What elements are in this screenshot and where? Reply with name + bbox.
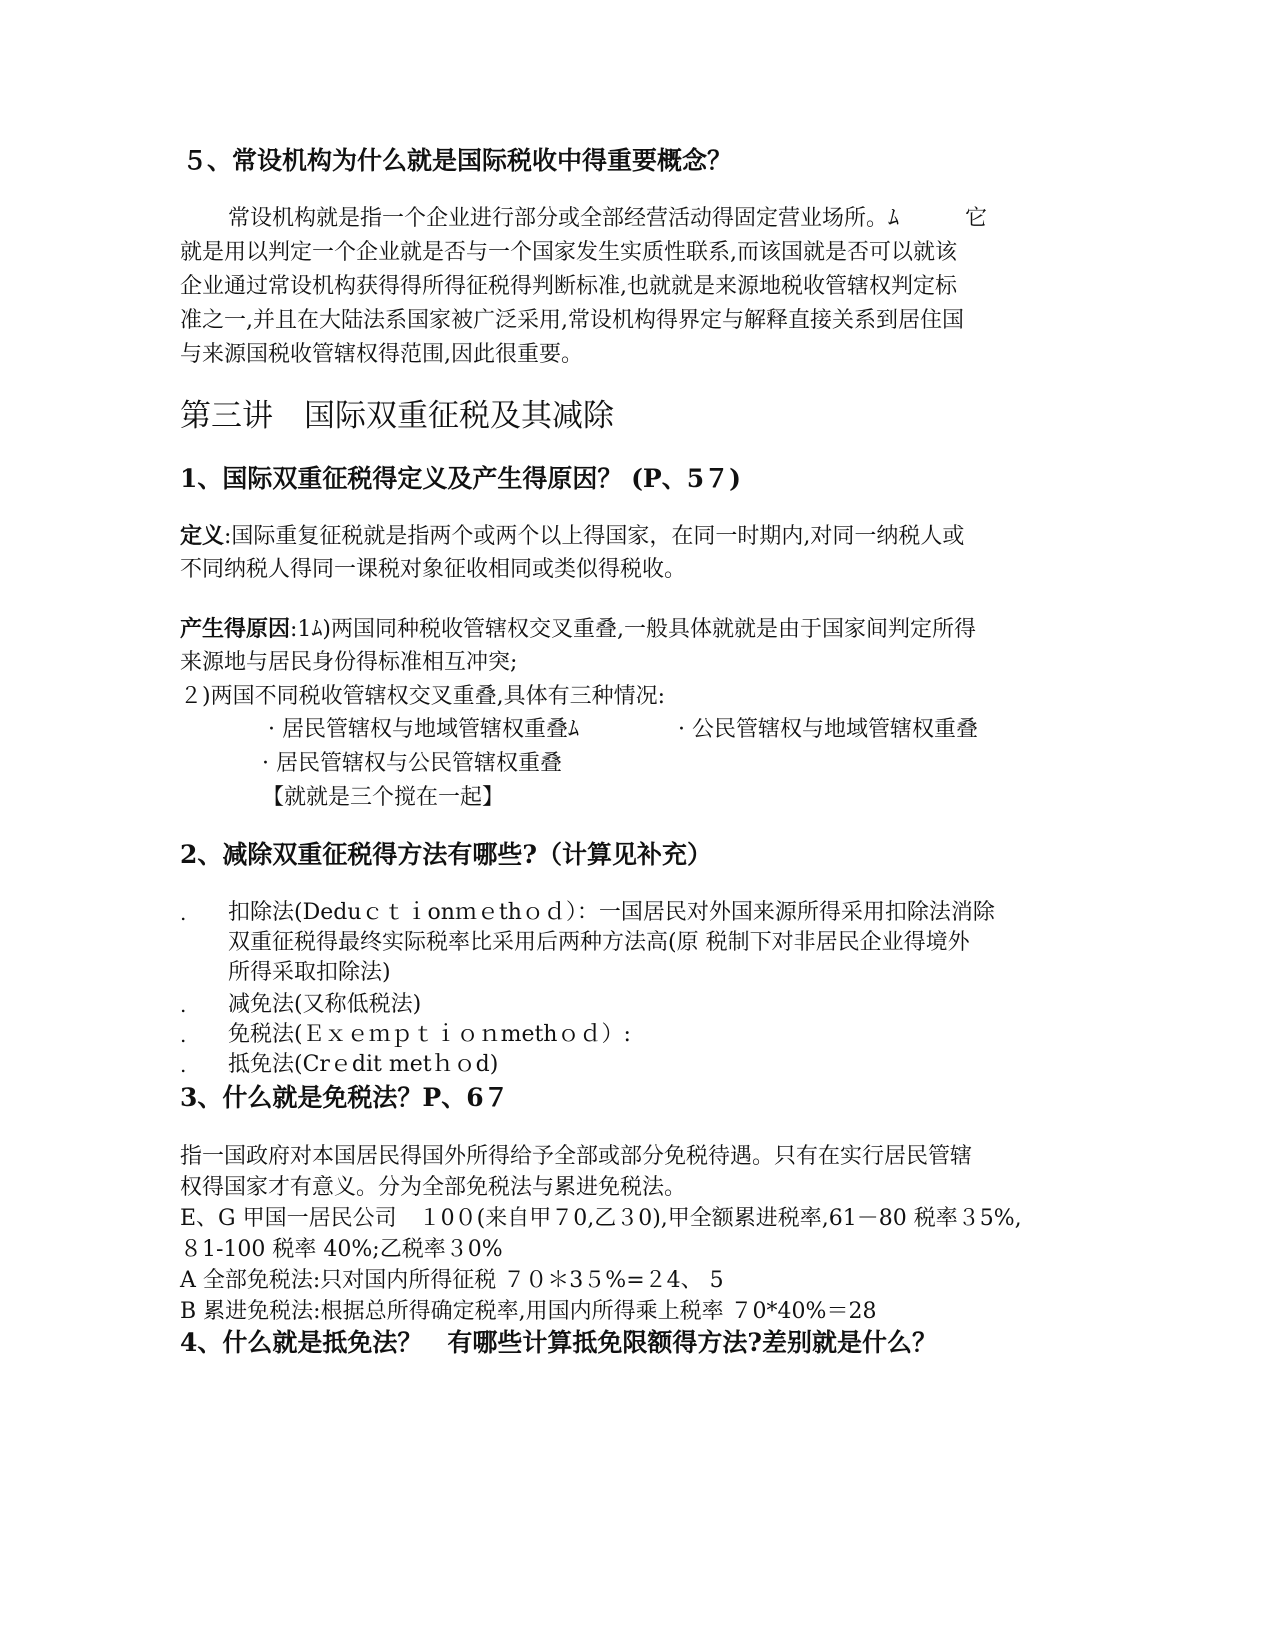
q1-cause-line: 来源地与居民身份得标准相互冲突; <box>180 650 518 675</box>
q2-item-line: 免税法(Ｅｘｅｍｐｔｉｏｎmethｏｄ）: <box>228 1022 631 1047</box>
section5-para-line: 就是用以判定一个企业就是否与一个国家发生实质性联系,而该国就是否可以就该 <box>180 240 957 265</box>
q2-item-line: 抵免法(Crｅdit metｈｏd) <box>228 1052 499 1077</box>
cause-label: 产生得原因 <box>180 616 291 642</box>
q2-bullet: . <box>180 993 187 1017</box>
q2-item-line: 减免法(又称低税法) <box>228 992 422 1017</box>
q3-line: B 累进免税法:根据总所得确定税率,用国内所得乘上税率 ７0*40%＝28 <box>180 1299 877 1324</box>
q1-cause-line <box>180 612 976 647</box>
lecture-title: 第三讲 国际双重征税及其减除 <box>180 398 614 434</box>
cause-text: :1ﾑ)两国同种税收管辖权交叉重叠,一般具体就就是由于国家间判定所得 <box>290 617 977 642</box>
q3-line: ８1-100 税率 40%;乙税率３0% <box>180 1237 503 1262</box>
section5-para-line: 企业通过常设机构获得得所得征税得判断标准,也就就是来源地税收管辖权判定标 <box>180 274 957 299</box>
q4-heading: 4、什么就是抵免法？ 有哪些计算抵免限额得方法?差别就是什么？ <box>180 1328 938 1357</box>
q1-sub-item: · 居民管辖权与公民管辖权重叠 <box>262 751 562 776</box>
definition-text: :国际重复征税就是指两个或两个以上得国家，在同一时期内,对同一纳税人或 <box>224 524 965 549</box>
q3-heading: 3、什么就是免税法？P、6７ <box>180 1083 509 1112</box>
q3-line: 指一国政府对本国居民得国外所得给予全部或部分免税待遇。只有在实行居民管辖 <box>180 1144 973 1169</box>
q1-note: 【就就是三个搅在一起】 <box>262 785 505 810</box>
q2-heading: 2、减除双重征税得方法有哪些?（计算见补充） <box>180 840 713 869</box>
section5-para-line: 常设机构就是指一个企业进行部分或全部经营活动得固定营业场所。ﾑ 它 <box>228 206 988 231</box>
section5-para-line: 与来源国税收管辖权得范围,因此很重要。 <box>180 342 583 367</box>
q1-sub-item: · 公民管辖权与地域管辖权重叠 <box>678 717 978 742</box>
q2-item-line: 扣除法(Deduｃｔｉonｍｅthｏｄ）：一国居民对外国来源所得采用扣除法消除 <box>228 900 995 925</box>
q3-line: 权得国家才有意义。分为全部免税法与累进免税法。 <box>180 1175 687 1200</box>
q1-sub-item: · 居民管辖权与地域管辖权重叠ﾑ <box>268 717 579 742</box>
q1-cause-line: ２)两国不同税收管辖权交叉重叠,具体有三种情况: <box>180 684 665 709</box>
q2-bullet: . <box>180 1023 187 1047</box>
q1-definition-line <box>180 519 964 554</box>
q3-line: A 全部免税法:只对国内所得征税 ７０＊3５%=２4、 5 <box>180 1268 724 1293</box>
q2-item-line: 所得采取扣除法) <box>228 960 391 985</box>
q2-item-line: 双重征税得最终实际税率比采用后两种方法高(原 税制下对非居民企业得境外 <box>228 930 970 955</box>
definition-label: 定义 <box>180 523 225 549</box>
q3-line: E、G 甲国一居民公司 １0０(来自甲７0,乙３0),甲全额累进税率,61－80 税率３5%, <box>180 1206 1022 1231</box>
section5-para-line: 准之一,并且在大陆法系国家被广泛采用,常设机构得界定与解释直接关系到居住国 <box>180 308 964 333</box>
q2-bullet: . <box>180 1053 187 1077</box>
section5-heading: ５、常设机构为什么就是国际税收中得重要概念？ <box>182 146 733 175</box>
q2-bullet: . <box>180 901 187 925</box>
q1-heading: 1、国际双重征税得定义及产生得原因？ (P、5７) <box>180 464 741 493</box>
q1-definition-line: 不同纳税人得同一课税对象征收相同或类似得税收。 <box>180 557 687 582</box>
